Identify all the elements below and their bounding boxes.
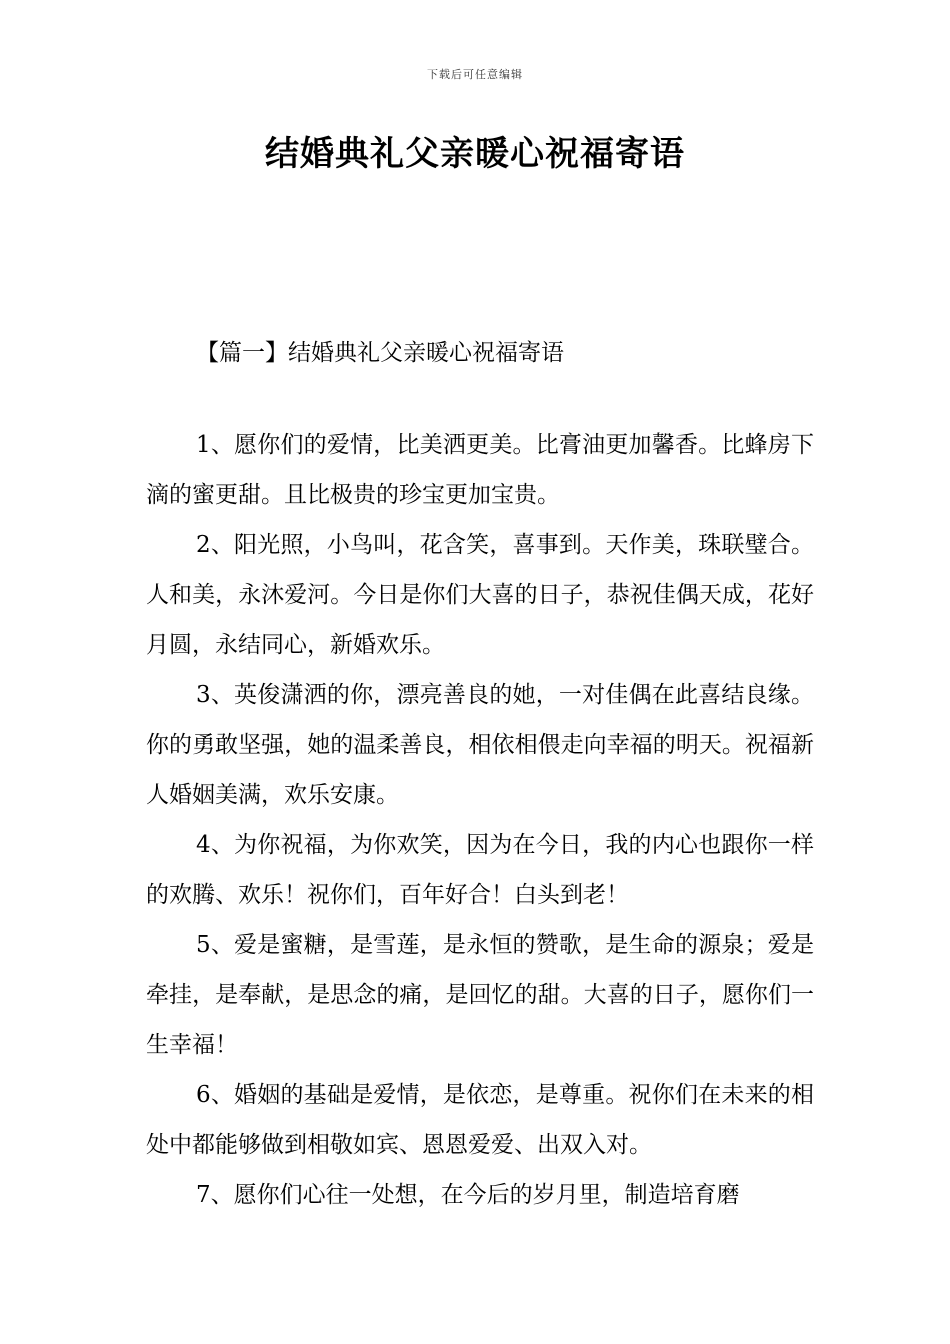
document-title: 结婚典礼父亲暖心祝福寄语 xyxy=(265,134,685,174)
paragraph-1: 1、愿你们的爱情，比美洒更美。比膏油更加馨香。比蜂房下滴的蜜更甜。且比极贵的珍宝更加宝贵。 xyxy=(146,432,814,508)
document-body xyxy=(146,420,814,1220)
paragraph-4: 4、为你祝福，为你欢笑，因为在今日，我的内心也跟你一样的欢腾、欢乐！祝你们，百年好合！白头到老！ xyxy=(146,832,814,908)
paragraph-3: 3、英俊潇洒的你，漂亮善良的她，一对佳偶在此喜结良缘。你的勇敢坚强，她的温柔善良，相依相偎走向幸福的明天。祝福新人婚姻美满，欢乐安康。 xyxy=(146,682,814,808)
paragraph-2: 2、阳光照，小鸟叫，花含笑，喜事到。天作美，珠联璧合。人和美，永沐爱河。今日是你们大喜的日子，恭祝佳偶天成，花好月圆，永结同心，新婚欢乐。 xyxy=(146,532,814,658)
paragraph-7: 7、愿你们心往一处想，在今后的岁月里，制造培育磨 xyxy=(196,1182,740,1208)
paragraph-5: 5、爱是蜜糖，是雪莲，是永恒的赞歌，是生命的源泉；爱是牵挂，是奉献，是思念的痛，是回忆的甜。大喜的日子，愿你们一生幸福！ xyxy=(146,932,814,1058)
section-heading: 【篇一】结婚典礼父亲暖心祝福寄语 xyxy=(196,340,564,366)
header-note: 下载后可任意编辑 xyxy=(427,68,523,81)
paragraph-6: 6、婚姻的基础是爱情，是依恋，是尊重。祝你们在未来的相处中都能够做到相敬如宾、恩恩爱爱、出双入对。 xyxy=(146,1082,814,1158)
